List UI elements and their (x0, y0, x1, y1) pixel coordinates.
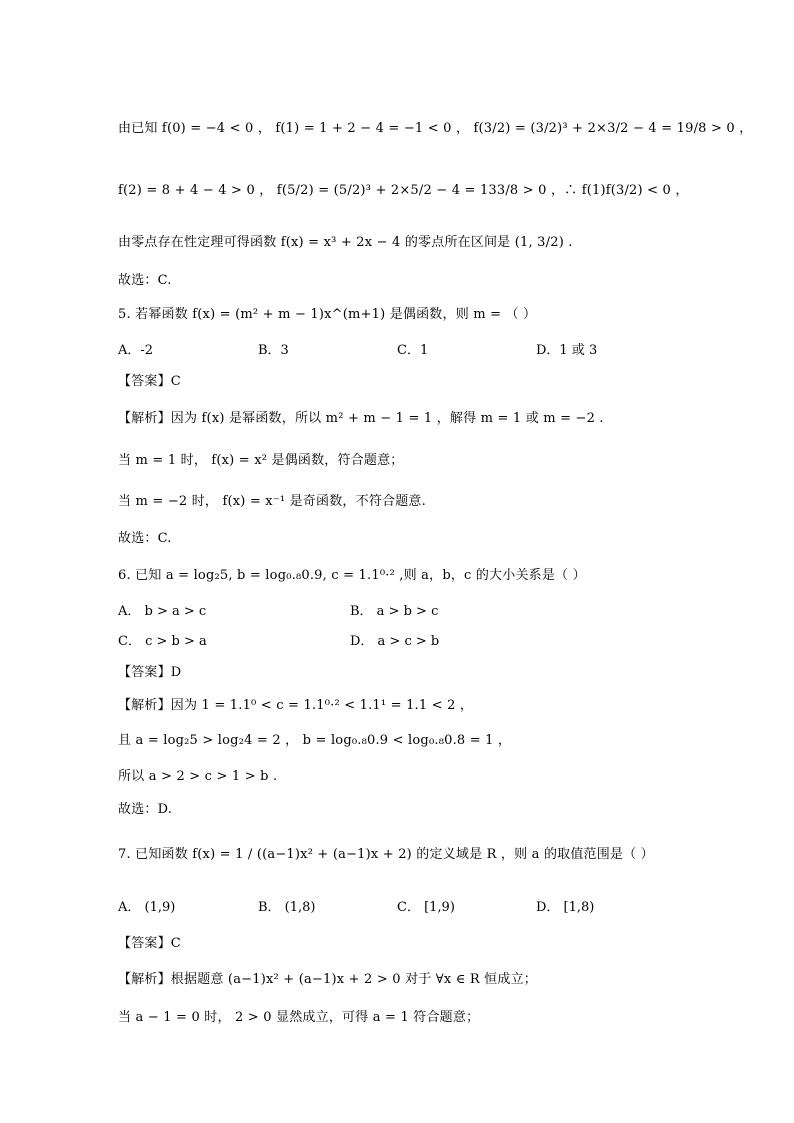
answer-choice-line: 故选：D. (118, 802, 173, 817)
analysis-line: 且 a = log₂5 > log₂4 = 2 ， b = log₀.₈0.9 < log₀.₈0.8 = 1 ， (118, 733, 512, 748)
option-a: A． (1,9) (118, 900, 176, 915)
analysis-line: 【解析】因为 f(x) 是幂函数，所以 m² + m − 1 = 1 ，解得 m = 1 或 m = −2 . (118, 411, 604, 426)
answer-label: 【答案】D (118, 665, 182, 680)
answer-choice-line: 故选：C. (118, 273, 172, 288)
solution-line: 由已知 f(0) = −4 < 0 ， f(1) = 1 + 2 − 4 = −1 < 0 ， f(3/2) = (3/2)³ + 2×3/2 − 4 = 19/8 > 0 ， (118, 121, 753, 136)
solution-line: 由零点存在性定理可得函数 f(x) = x³ + 2x − 4 的零点所在区间是 (1, 3/2) . (118, 235, 573, 250)
option-b: B． a > b > c (350, 604, 439, 619)
analysis-line: 所以 a > 2 > c > 1 > b . (118, 769, 278, 784)
option-c: C． c > b > a (118, 634, 207, 649)
question-7: 7. 已知函数 f(x) = 1 / ((a−1)x² + (a−1)x + 2) 的定义域是 R ，则 a 的取值范围是（ ） (118, 847, 654, 862)
option-a: A． b > a > c (118, 604, 207, 619)
question-6: 6. 已知 a = log₂5, b = log₀.₈0.9, c = 1.1⁰·² ,则 a，b，c 的大小关系是（ ） (118, 568, 586, 583)
analysis-line: 当 m = 1 时， f(x) = x² 是偶函数，符合题意； (118, 453, 404, 468)
option-b: B． (1,8) (258, 900, 316, 915)
answer-label: 【答案】C (118, 374, 181, 389)
option-a: A．-2 (118, 343, 154, 358)
analysis-line: 当 a − 1 = 0 时， 2 > 0 显然成立，可得 a = 1 符合题意； (118, 1010, 480, 1025)
analysis-line: 【解析】因为 1 = 1.1⁰ < c = 1.1⁰·² < 1.1¹ = 1.1 < 2 ， (118, 698, 474, 713)
option-c: C． [1,9) (397, 900, 455, 915)
answer-choice-line: 故选：C. (118, 531, 172, 546)
option-d: D．1 或 3 (536, 343, 598, 358)
analysis-line: 当 m = −2 时， f(x) = x⁻¹ 是奇函数，不符合题意. (118, 494, 426, 509)
option-c: C．1 (397, 343, 429, 358)
question-5: 5. 若幂函数 f(x) = (m² + m − 1)x^(m+1) 是偶函数，则 m = （ ） (118, 307, 537, 322)
option-d: D． [1,8) (536, 900, 595, 915)
solution-line: f(2) = 8 + 4 − 4 > 0 ， f(5/2) = (5/2)³ + 2×5/2 − 4 = 133/8 > 0 ，∴ f(1)f(3/2) < 0 ， (118, 183, 689, 198)
analysis-line: 【解析】根据题意 (a−1)x² + (a−1)x + 2 > 0 对于 ∀x ∈ R 恒成立； (118, 972, 537, 987)
answer-label: 【答案】C (118, 936, 181, 951)
option-d: D． a > c > b (350, 634, 440, 649)
option-b: B．3 (258, 343, 289, 358)
